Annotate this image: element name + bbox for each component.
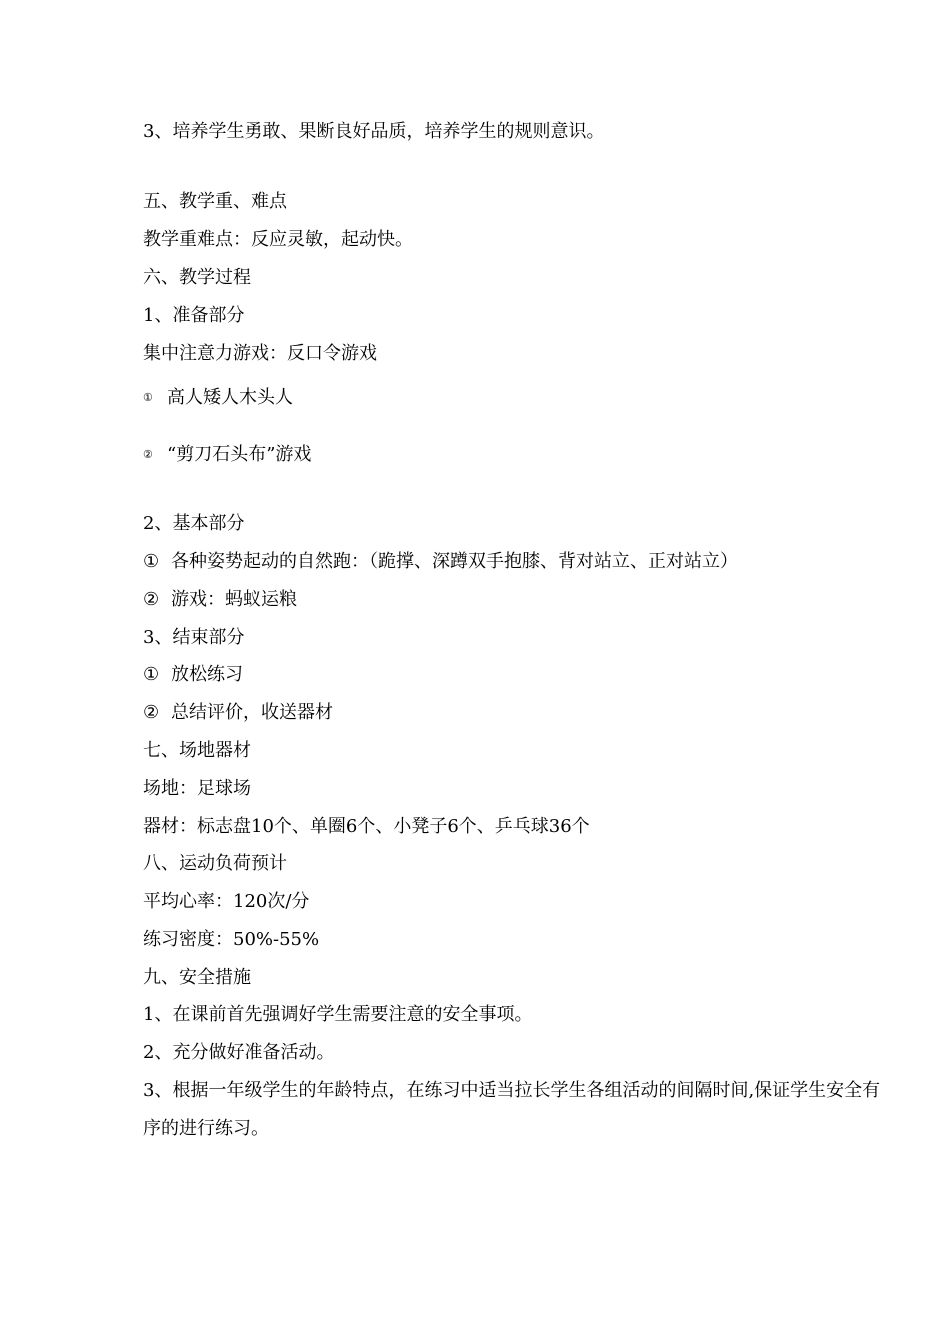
objective-3: 3、培养学生勇敢、果断良好品质，培养学生的规则意识。	[143, 121, 605, 142]
heart-rate-text: 平均心率：120次/分	[143, 891, 310, 912]
subheading-ending: 3、结束部分	[143, 627, 245, 648]
safety-item-1: 1、在课前首先强调好学生需要注意的安全事项。	[143, 1004, 533, 1025]
equipment-text: 器材：标志盘10个、单圈6个、小凳子6个、乒乓球36个	[143, 816, 590, 837]
key-points-text: 教学重难点：反应灵敏，起动快。	[143, 229, 413, 250]
section-heading-safety: 九、安全措施	[143, 967, 251, 988]
list-marker: ①	[143, 391, 153, 404]
venue-text: 场地：足球场	[143, 778, 251, 799]
section-heading-equipment: 七、场地器材	[143, 740, 251, 761]
list-item: ② 总结评价，收送器材	[143, 702, 333, 723]
section-heading-key-points: 五、教学重、难点	[143, 191, 287, 212]
attention-game-text: 集中注意力游戏：反口令游戏	[143, 343, 377, 364]
list-marker: ①	[143, 664, 160, 685]
list-marker: ②	[143, 702, 160, 723]
list-marker: ①	[143, 551, 160, 572]
list-item: ① 放松练习	[143, 664, 243, 685]
subheading-preparation: 1、准备部分	[143, 305, 245, 326]
list-item: ① 各种姿势起动的自然跑：（跪撑、深蹲双手抱膝、背对站立、正对站立）	[143, 551, 738, 572]
density-text: 练习密度：50%-55%	[143, 929, 320, 950]
subheading-basic: 2、基本部分	[143, 513, 245, 534]
list-item: ② 游戏：蚂蚁运粮	[143, 589, 297, 610]
safety-item-3: 3、根据一年级学生的年龄特点，在练习中适当拉长学生各组活动的间隔时间,保证学生安全有序的进行练习。	[143, 1080, 881, 1139]
list-item: ② “剪刀石头布”游戏	[143, 444, 312, 465]
section-heading-load: 八、运动负荷预计	[143, 853, 287, 874]
safety-item-2: 2、充分做好准备活动。	[143, 1042, 335, 1063]
section-heading-process: 六、教学过程	[143, 267, 251, 288]
list-marker: ②	[143, 589, 160, 610]
list-item: ① 高人矮人木头人	[143, 387, 293, 408]
list-marker: ②	[143, 448, 153, 461]
